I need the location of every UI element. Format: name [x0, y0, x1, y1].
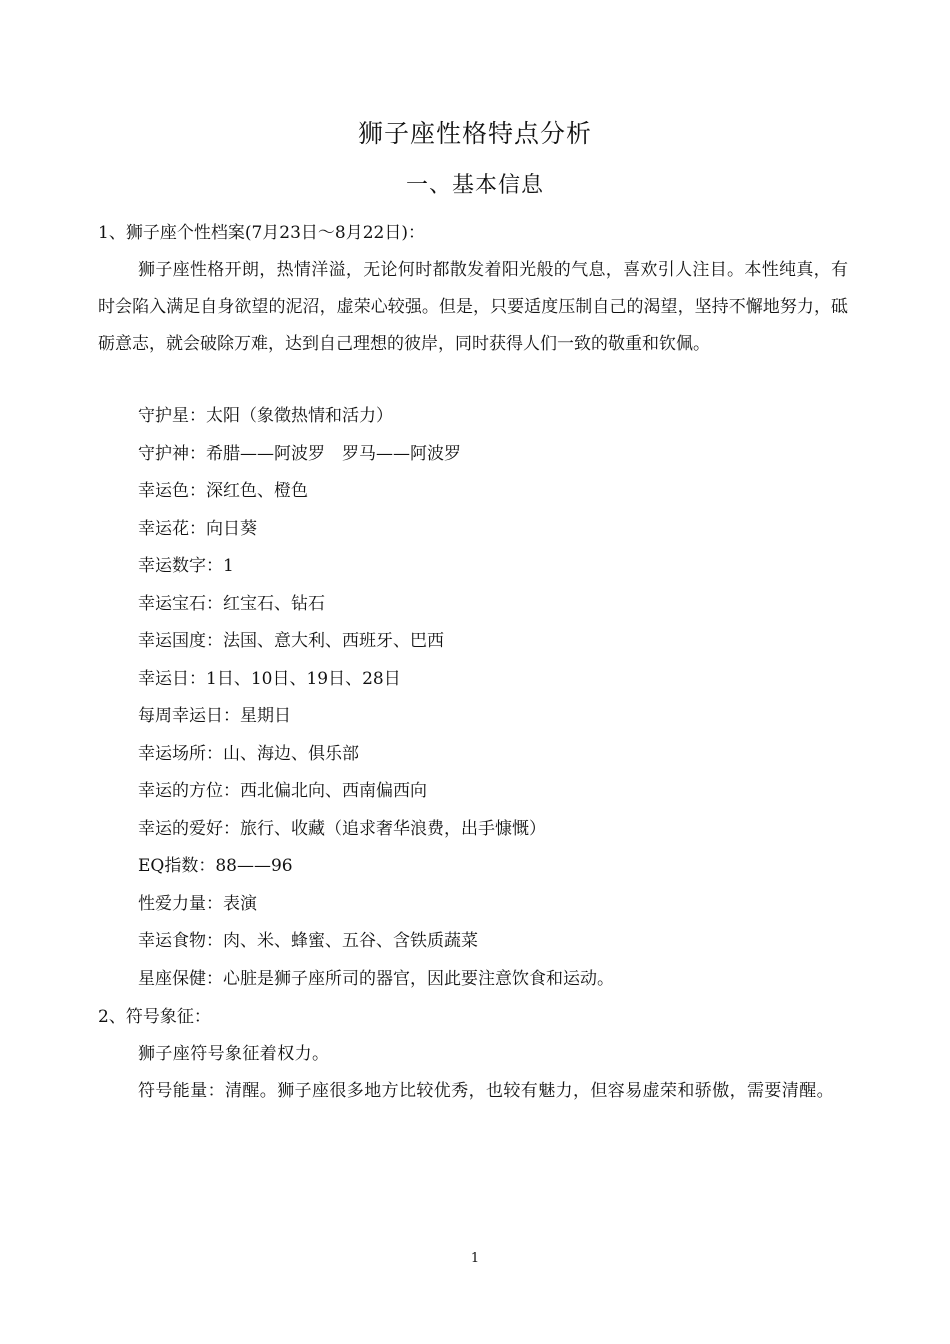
profile-item-sexual-power: 性爱力量：表演: [138, 893, 257, 914]
intro-paragraph: 狮子座性格开朗，热情洋溢，无论何时都散发着阳光般的气息，喜欢引人注目。本性纯真，有时会陷入满足自身欲望的泥沼，虚荣心较强。但是，只要适度压制自己的渴望，坚持不懈地努力，砥砺意志，就会破除万难，达到自己理想的彼岸，同时获得人们一致的敬重和钦佩。: [98, 260, 848, 354]
symbol-paragraph: 狮子座符号象征着权力。: [138, 1044, 330, 1064]
symbol-energy-paragraph: 符号能量：清醒。狮子座很多地方比较优秀，也较有魅力，但容易虚荣和骄傲，需要清醒。: [138, 1081, 834, 1101]
profile-item-guardian-star: 守护星：太阳（象徵热情和活力）: [138, 406, 393, 426]
profile-item-lucky-place: 幸运场所：山、海边、俱乐部: [138, 743, 359, 764]
document-title: 狮子座性格特点分析: [357, 119, 592, 148]
section-title: 一、基本信息: [405, 173, 544, 198]
profile-item-lucky-color: 幸运色：深红色、橙色: [138, 481, 308, 501]
profile-item-guardian-god: 守护神：希腊——阿波罗 罗马——阿波罗: [138, 443, 461, 464]
profile-item-lucky-flower: 幸运花：向日葵: [138, 518, 257, 539]
profile-heading: 1、狮子座个性档案(7月23日～8月22日)：: [98, 223, 425, 243]
profile-item-lucky-food: 幸运食物：肉、米、蜂蜜、五谷、含铁质蔬菜: [138, 931, 478, 951]
profile-item-lucky-country: 幸运国度：法国、意大利、西班牙、巴西: [138, 631, 444, 651]
profile-list: [138, 398, 614, 998]
profile-item-lucky-gem: 幸运宝石：红宝石、钻石: [138, 593, 325, 614]
profile-item-health-care: 星座保健：心脏是狮子座所司的器官，因此要注意饮食和运动。: [138, 968, 614, 989]
profile-item-lucky-hobby: 幸运的爱好：旅行、收藏（追求奢华浪费，出手慷慨）: [138, 818, 546, 839]
profile-item-weekly-lucky-day: 每周幸运日：星期日: [138, 706, 291, 726]
page-number: 1: [470, 1251, 480, 1266]
profile-item-lucky-direction: 幸运的方位：西北偏北向、西南偏西向: [138, 781, 427, 801]
profile-item-lucky-number: 幸运数字：1: [138, 556, 234, 576]
symbol-heading: 2、符号象征：: [98, 1007, 211, 1027]
profile-item-eq-index: EQ指数：88——96: [138, 856, 293, 876]
profile-item-lucky-day: 幸运日：1日、10日、19日、28日: [138, 668, 401, 689]
